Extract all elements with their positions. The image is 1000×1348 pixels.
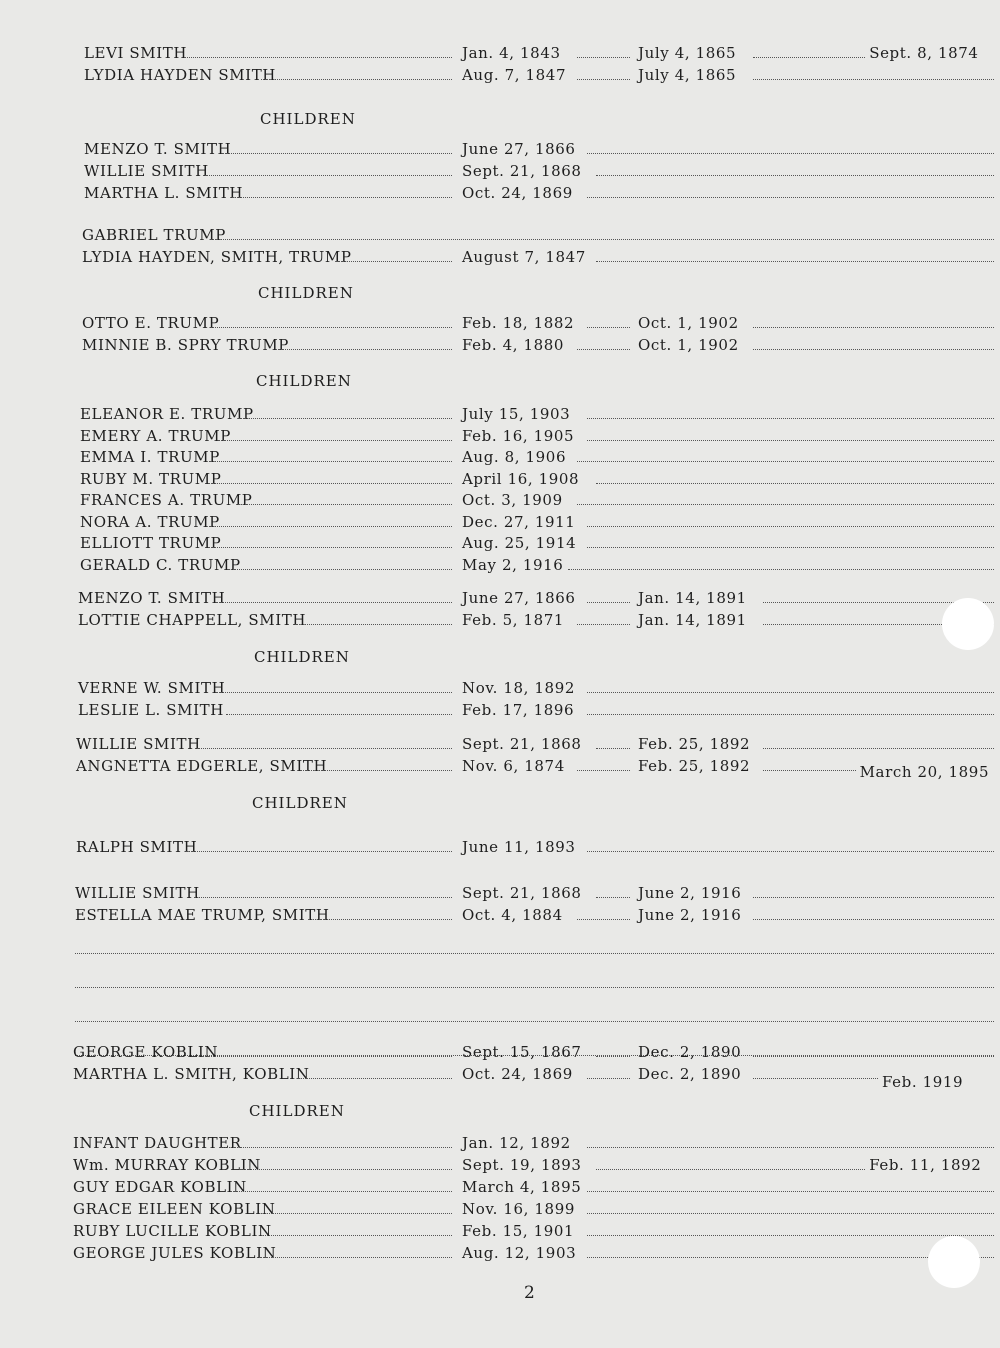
child-row bbox=[0, 336, 1000, 358]
person-row bbox=[0, 226, 1000, 248]
children-heading: CHILDREN bbox=[256, 372, 352, 390]
child-row bbox=[0, 556, 1000, 578]
person-name: ANGNETTA EDGERLE, SMITH bbox=[76, 757, 328, 775]
birth-date: Sept. 15, 1867 bbox=[462, 1043, 582, 1061]
child-row bbox=[0, 162, 1000, 184]
birth-date: Sept. 21, 1868 bbox=[462, 735, 582, 753]
child-name: EMMA I. TRUMP bbox=[80, 448, 220, 466]
child-name: VERNE W. SMITH bbox=[78, 679, 226, 697]
child-name: MARTHA L. SMITH bbox=[84, 184, 244, 202]
dotted-leader bbox=[596, 748, 630, 749]
child-row bbox=[0, 448, 1000, 470]
punch-hole bbox=[942, 598, 994, 650]
dotted-leader bbox=[232, 197, 452, 198]
person-row bbox=[0, 44, 1000, 66]
person-name: WILLIE SMITH bbox=[76, 735, 201, 753]
child-row bbox=[0, 1222, 1000, 1244]
dotted-leader bbox=[75, 987, 994, 988]
dotted-leader bbox=[231, 1191, 452, 1192]
person-name: LEVI SMITH bbox=[84, 44, 188, 62]
child-row bbox=[0, 838, 1000, 860]
person-row bbox=[0, 1043, 1000, 1065]
birth-date: Sept. 21, 1868 bbox=[462, 162, 582, 180]
dotted-leader bbox=[259, 1235, 452, 1236]
child-name: MINNIE B. SPRY TRUMP bbox=[82, 336, 289, 354]
dotted-leader bbox=[202, 1056, 452, 1057]
child-name: LESLIE L. SMITH bbox=[78, 701, 224, 719]
birth-date: Oct. 24, 1869 bbox=[462, 184, 573, 202]
dotted-leader bbox=[587, 851, 994, 852]
person-row bbox=[0, 66, 1000, 88]
dotted-leader bbox=[221, 1147, 452, 1148]
dotted-leader bbox=[587, 153, 994, 154]
person-row bbox=[0, 884, 1000, 906]
child-name: GRACE EILEEN KOBLIN bbox=[73, 1200, 276, 1218]
birth-date: Sept. 19, 1893 bbox=[462, 1156, 582, 1174]
birth-date: July 15, 1903 bbox=[462, 405, 571, 423]
dotted-leader bbox=[753, 57, 865, 58]
dotted-leader bbox=[298, 1078, 452, 1079]
birth-date: April 16, 1908 bbox=[462, 469, 580, 488]
blank-record-line bbox=[0, 940, 1000, 962]
person-row bbox=[0, 1065, 1000, 1091]
children-heading: CHILDREN bbox=[258, 284, 354, 302]
dotted-leader bbox=[259, 1257, 452, 1258]
person-row bbox=[0, 611, 1000, 633]
birth-date: Feb. 4, 1880 bbox=[462, 336, 565, 354]
child-name: NORA A. TRUMP bbox=[80, 512, 220, 531]
birth-date: Feb. 5, 1871 bbox=[462, 611, 565, 629]
dotted-leader bbox=[596, 1169, 865, 1170]
child-row bbox=[0, 534, 1000, 556]
child-name: RUBY LUCILLE KOBLIN bbox=[73, 1222, 272, 1240]
child-name: ELLIOTT TRUMP bbox=[80, 534, 222, 552]
dotted-leader bbox=[577, 919, 630, 920]
dotted-leader bbox=[596, 261, 994, 262]
marriage-date: Jan. 14, 1891 bbox=[638, 611, 747, 629]
child-name: MENZO T. SMITH bbox=[84, 140, 232, 158]
child-row bbox=[0, 470, 1000, 492]
birth-date: Feb. 15, 1901 bbox=[462, 1222, 575, 1240]
dotted-leader bbox=[238, 504, 452, 505]
dotted-leader bbox=[184, 57, 452, 58]
dotted-leader bbox=[753, 327, 994, 328]
child-row bbox=[0, 1244, 1000, 1266]
birth-date: Jan. 12, 1892 bbox=[462, 1134, 571, 1152]
death-date: Sept. 8, 1874 bbox=[869, 44, 979, 62]
dotted-leader bbox=[211, 327, 452, 328]
dotted-leader bbox=[75, 1021, 994, 1022]
dotted-leader bbox=[763, 748, 994, 749]
marriage-date: Feb. 25, 1892 bbox=[638, 757, 751, 775]
dotted-leader bbox=[577, 624, 630, 625]
dotted-leader bbox=[587, 327, 630, 328]
person-name: GABRIEL TRUMP bbox=[82, 226, 226, 244]
children-heading: CHILDREN bbox=[260, 110, 356, 128]
dotted-leader bbox=[577, 57, 630, 58]
person-row bbox=[0, 735, 1000, 757]
dotted-leader bbox=[587, 440, 994, 441]
birth-date: June 27, 1866 bbox=[462, 589, 576, 607]
person-name: LYDIA HAYDEN SMITH bbox=[84, 66, 276, 84]
blank-record-line bbox=[0, 974, 1000, 996]
dotted-leader bbox=[753, 1078, 878, 1079]
person-name: ESTELLA MAE TRUMP, SMITH bbox=[75, 906, 330, 924]
dotted-leader bbox=[587, 197, 994, 198]
birth-date: Feb. 17, 1896 bbox=[462, 701, 575, 719]
children-heading: CHILDREN bbox=[254, 648, 350, 666]
child-name: GUY EDGAR KOBLIN bbox=[73, 1178, 247, 1196]
marriage-date: June 2, 1916 bbox=[638, 884, 742, 902]
person-name: LOTTIE CHAPPELL, SMITH bbox=[78, 611, 307, 629]
birth-date: Nov. 6, 1874 bbox=[462, 757, 565, 775]
dotted-leader bbox=[587, 526, 994, 527]
dotted-leader bbox=[587, 547, 994, 548]
dotted-leader bbox=[301, 770, 452, 771]
dotted-leader bbox=[577, 79, 630, 80]
dotted-leader bbox=[238, 418, 452, 419]
birth-date: Aug. 25, 1914 bbox=[462, 534, 577, 552]
birth-date: Dec. 27, 1911 bbox=[462, 512, 576, 531]
dotted-leader bbox=[209, 547, 452, 548]
birth-date: June 27, 1866 bbox=[462, 140, 576, 158]
dotted-leader bbox=[596, 897, 630, 898]
dotted-leader bbox=[587, 418, 994, 419]
birth-date: Oct. 24, 1869 bbox=[462, 1065, 573, 1083]
dotted-leader bbox=[577, 770, 630, 771]
child-name: Wm. MURRAY KOBLIN bbox=[73, 1156, 261, 1174]
dotted-leader bbox=[278, 349, 452, 350]
dotted-leader bbox=[577, 504, 994, 505]
children-heading: CHILDREN bbox=[252, 794, 348, 812]
child-name: GERALD C. TRUMP bbox=[80, 555, 241, 574]
child-row bbox=[0, 1134, 1000, 1156]
person-name: LYDIA HAYDEN, SMITH, TRUMP bbox=[82, 248, 352, 266]
dotted-leader bbox=[763, 770, 856, 771]
marriage-date: July 4, 1865 bbox=[638, 44, 737, 62]
child-row bbox=[0, 1156, 1000, 1178]
child-name: FRANCES A. TRUMP bbox=[80, 491, 253, 509]
dotted-leader bbox=[203, 175, 452, 176]
children-heading: CHILDREN bbox=[249, 1102, 345, 1120]
child-name: ELEANOR E. TRUMP bbox=[80, 405, 254, 423]
birth-date: Feb. 18, 1882 bbox=[462, 314, 575, 332]
person-row bbox=[0, 248, 1000, 270]
dotted-leader bbox=[587, 1147, 994, 1148]
child-row bbox=[0, 427, 1000, 449]
dotted-leader bbox=[587, 602, 630, 603]
dotted-leader bbox=[577, 461, 994, 462]
death-date: Feb. 11, 1892 bbox=[869, 1156, 982, 1174]
birth-date: Aug. 8, 1906 bbox=[462, 448, 567, 466]
dotted-leader bbox=[226, 714, 452, 715]
dotted-leader bbox=[293, 624, 452, 625]
marriage-date: June 2, 1916 bbox=[638, 906, 742, 924]
dotted-leader bbox=[186, 851, 452, 852]
birth-date: Nov. 16, 1899 bbox=[462, 1200, 575, 1218]
child-row bbox=[0, 405, 1000, 427]
dotted-leader bbox=[587, 1078, 630, 1079]
dotted-leader bbox=[216, 692, 452, 693]
marriage-date: Dec. 2, 1890 bbox=[638, 1065, 742, 1083]
person-name: MARTHA L. SMITH, KOBLIN bbox=[73, 1065, 310, 1083]
birth-date: Aug. 7, 1847 bbox=[462, 66, 567, 84]
child-row bbox=[0, 701, 1000, 723]
person-row bbox=[0, 589, 1000, 611]
dotted-leader bbox=[261, 79, 452, 80]
dotted-leader bbox=[753, 349, 994, 350]
dotted-leader bbox=[216, 602, 452, 603]
dotted-leader bbox=[587, 1213, 994, 1214]
dotted-leader bbox=[753, 897, 994, 898]
child-row bbox=[0, 314, 1000, 336]
dotted-leader bbox=[228, 569, 452, 570]
birth-date: Nov. 18, 1892 bbox=[462, 679, 575, 697]
marriage-date: Dec. 2, 1890 bbox=[638, 1043, 742, 1061]
dotted-leader bbox=[596, 483, 994, 484]
person-row bbox=[0, 906, 1000, 928]
birth-date: March 4, 1895 bbox=[462, 1178, 582, 1196]
birth-date: Feb. 16, 1905 bbox=[462, 426, 575, 445]
dotted-leader bbox=[309, 919, 452, 920]
birth-date: June 11, 1893 bbox=[462, 838, 576, 856]
dotted-leader bbox=[209, 461, 452, 462]
dotted-leader bbox=[596, 1056, 630, 1057]
child-name: INFANT DAUGHTER bbox=[73, 1134, 242, 1152]
dotted-leader bbox=[568, 569, 994, 570]
dotted-leader bbox=[336, 261, 452, 262]
dotted-leader bbox=[587, 1191, 994, 1192]
marriage-date: Oct. 1, 1902 bbox=[638, 336, 739, 354]
dotted-leader bbox=[259, 1213, 452, 1214]
page-number: 2 bbox=[524, 1283, 535, 1303]
dotted-leader bbox=[194, 897, 452, 898]
child-row bbox=[0, 513, 1000, 535]
dotted-leader bbox=[753, 919, 994, 920]
death-date: Feb. 1919 bbox=[882, 1073, 964, 1091]
dotted-leader bbox=[753, 1056, 994, 1057]
person-name: MENZO T. SMITH bbox=[78, 589, 226, 607]
child-name: EMERY A. TRUMP bbox=[80, 426, 231, 445]
dotted-leader bbox=[195, 748, 452, 749]
birth-date: Oct. 3, 1909 bbox=[462, 491, 563, 509]
child-row bbox=[0, 140, 1000, 162]
marriage-date: Feb. 25, 1892 bbox=[638, 735, 751, 753]
person-name: WILLIE SMITH bbox=[75, 884, 200, 902]
blank-record-line bbox=[0, 1008, 1000, 1030]
child-name: WILLIE SMITH bbox=[84, 162, 209, 180]
child-name: RALPH SMITH bbox=[76, 838, 198, 856]
birth-date: August 7, 1847 bbox=[462, 248, 586, 266]
child-row bbox=[0, 1178, 1000, 1200]
child-name: OTTO E. TRUMP bbox=[82, 314, 220, 332]
person-name: GEORGE KOBLIN bbox=[73, 1043, 219, 1061]
birth-date: May 2, 1916 bbox=[462, 555, 564, 574]
dotted-leader bbox=[211, 239, 994, 240]
marriage-date: July 4, 1865 bbox=[638, 66, 737, 84]
dotted-leader bbox=[577, 349, 630, 350]
dotted-leader bbox=[587, 1235, 994, 1236]
dotted-leader bbox=[209, 526, 452, 527]
dotted-leader bbox=[596, 175, 994, 176]
punch-hole bbox=[928, 1236, 980, 1288]
child-row bbox=[0, 184, 1000, 206]
dotted-leader bbox=[218, 440, 452, 441]
child-row bbox=[0, 679, 1000, 701]
child-name: RUBY M. TRUMP bbox=[80, 469, 222, 488]
dotted-leader bbox=[75, 953, 994, 954]
marriage-date: Oct. 1, 1902 bbox=[638, 314, 739, 332]
dotted-leader bbox=[587, 692, 994, 693]
child-row bbox=[0, 491, 1000, 513]
dotted-leader bbox=[222, 153, 452, 154]
dotted-leader bbox=[753, 79, 994, 80]
birth-date: Jan. 4, 1843 bbox=[462, 44, 561, 62]
death-date: March 20, 1895 bbox=[859, 763, 990, 781]
birth-date: Aug. 12, 1903 bbox=[462, 1244, 577, 1262]
child-name: GEORGE JULES KOBLIN bbox=[73, 1244, 277, 1262]
dotted-leader bbox=[240, 1169, 452, 1170]
birth-date: Sept. 21, 1868 bbox=[462, 884, 582, 902]
marriage-date: Jan. 14, 1891 bbox=[638, 589, 747, 607]
dotted-leader bbox=[209, 483, 452, 484]
child-row bbox=[0, 1200, 1000, 1222]
birth-date: Oct. 4, 1884 bbox=[462, 906, 563, 924]
person-row bbox=[0, 757, 1000, 779]
dotted-leader bbox=[587, 714, 994, 715]
